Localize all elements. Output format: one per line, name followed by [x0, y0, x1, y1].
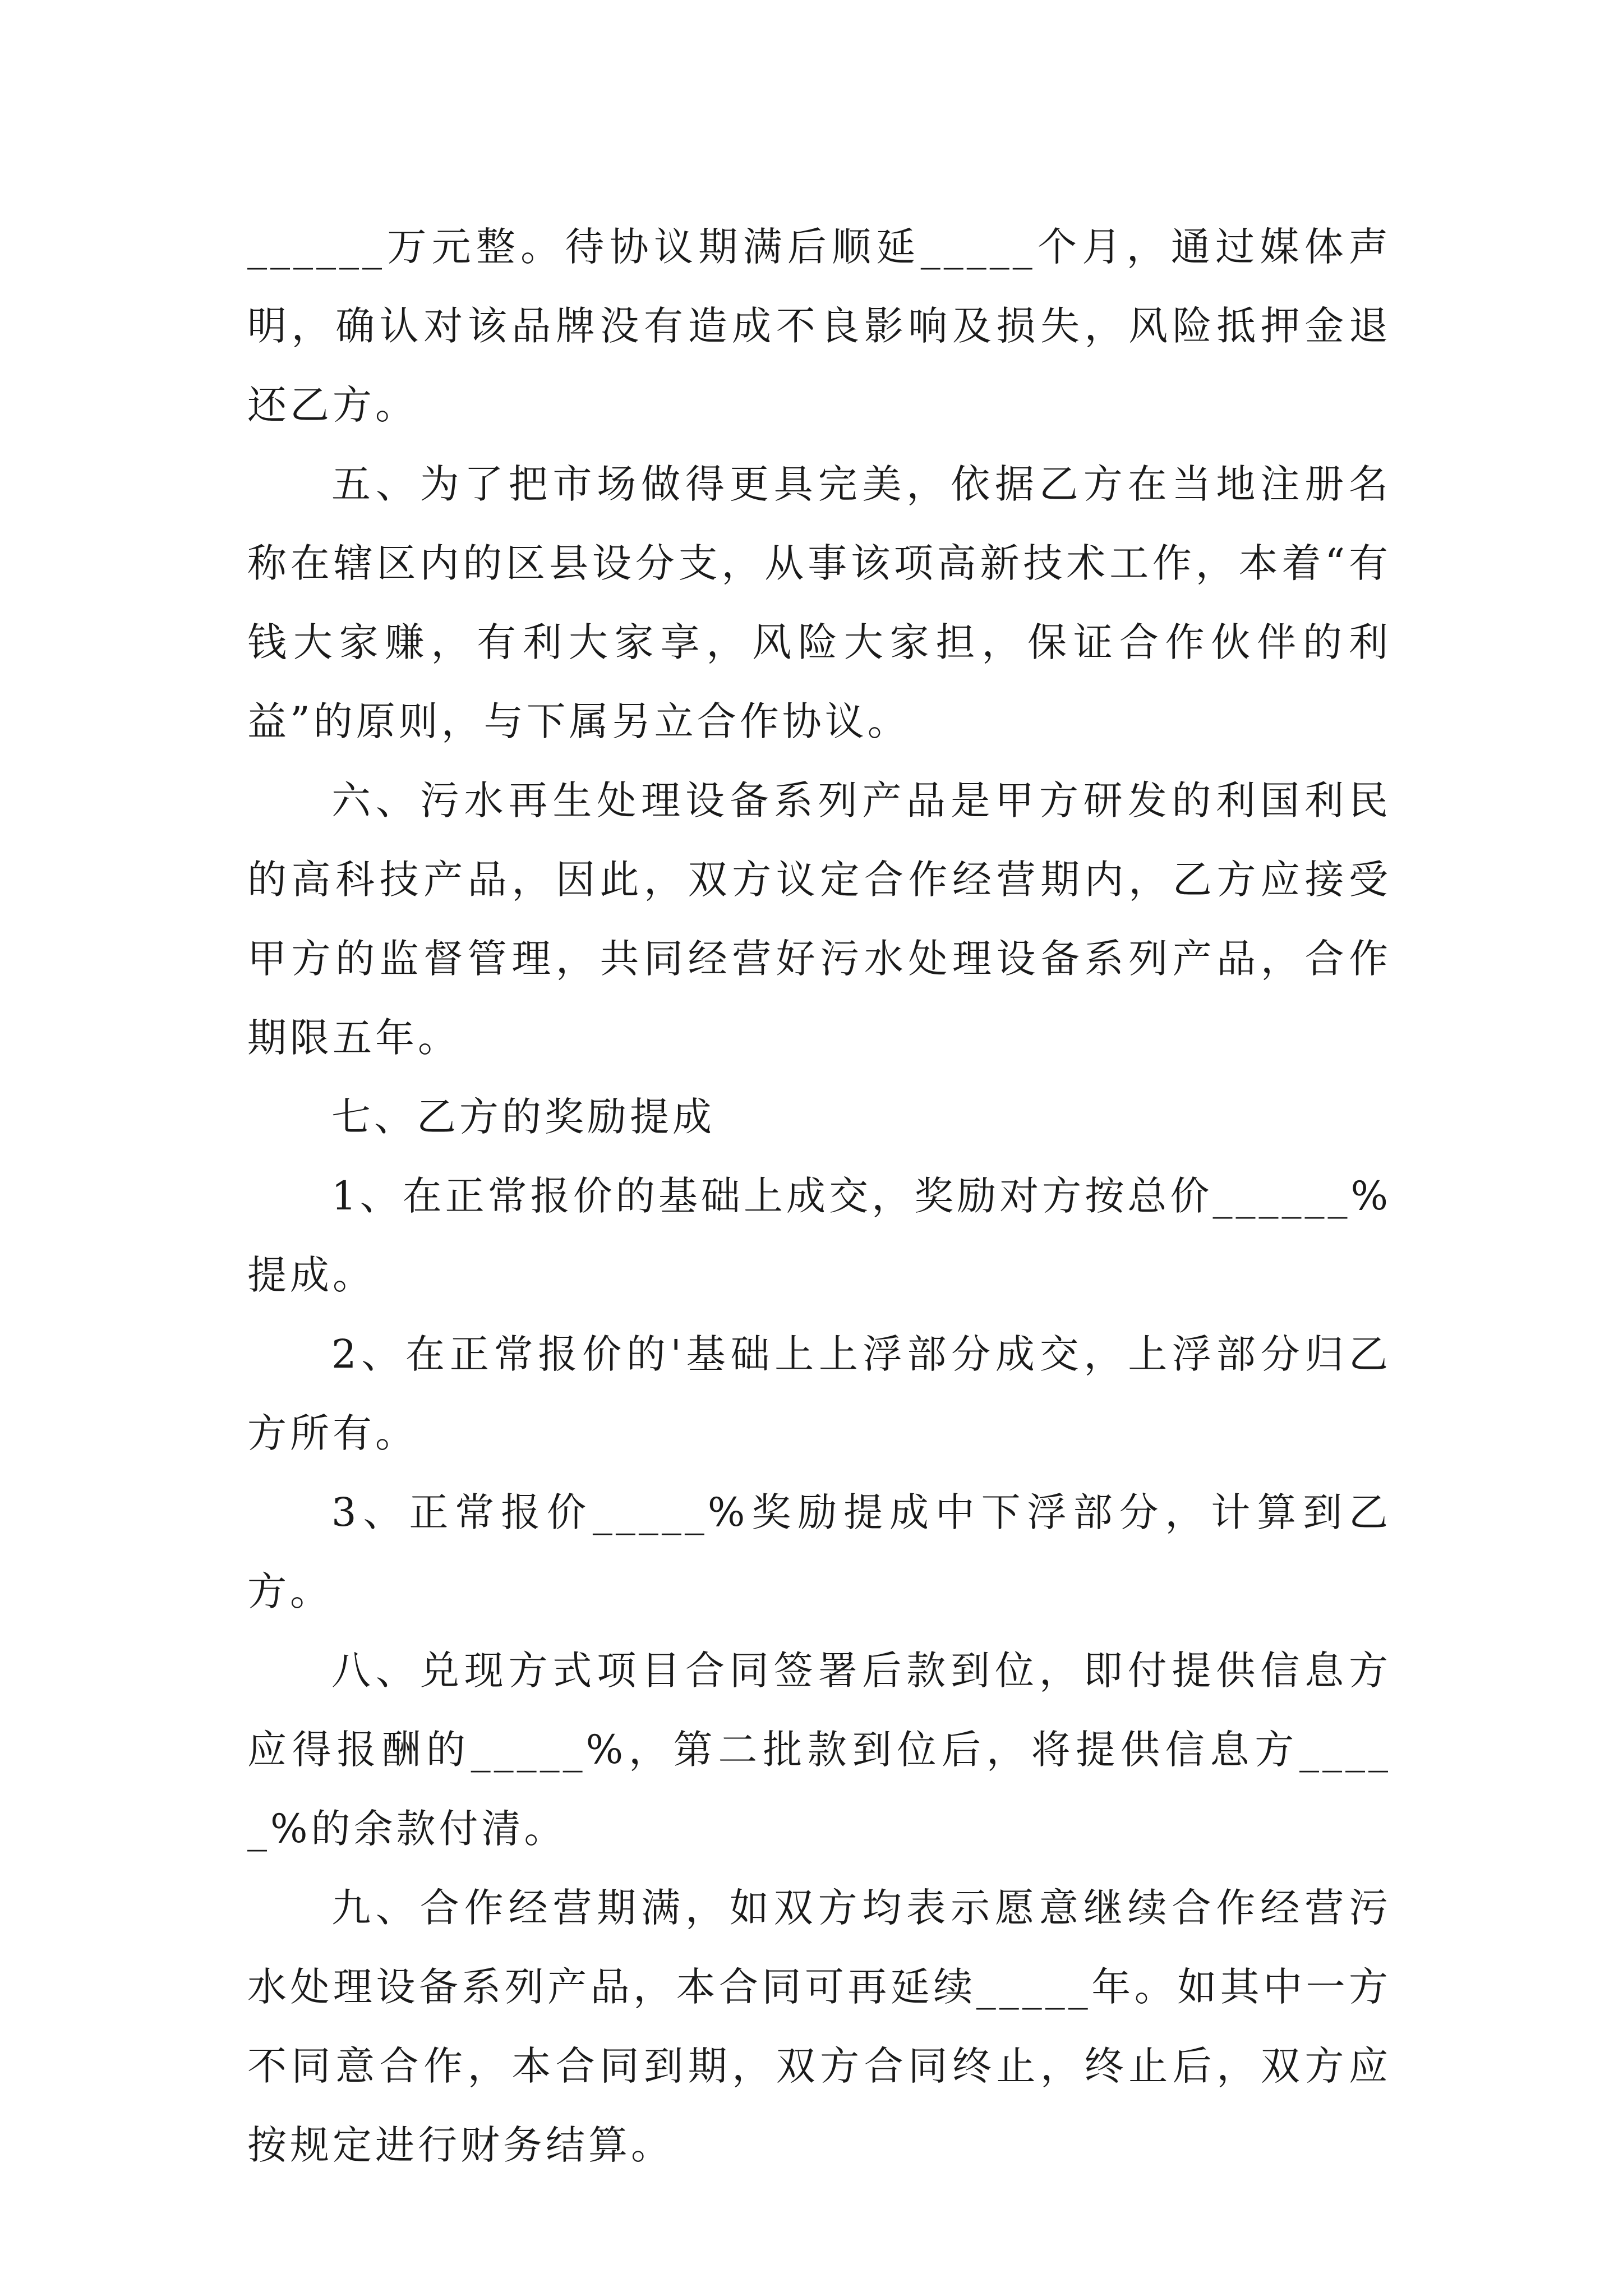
paragraph-clause-7-heading: 七、乙方的奖励提成 — [331, 1094, 715, 1140]
paragraph-clause-9: 九、合作经营期满，如双方均表示愿意继续合作经营污水处理设备系列产品，本合同可再延续_____年。如其中一方不同意合作，本合同到期，双方合同终止，终止后，双方应按规定进行财务结算。 — [247, 1885, 1391, 2168]
paragraph-clause-7-item-2: 2、在正常报价的'基础上上浮部分成交，上浮部分归乙方所有。 — [247, 1331, 1391, 1456]
paragraph-clause-7-item-3: 3、正常报价_____%奖励提成中下浮部分，计算到乙方。 — [247, 1489, 1391, 1614]
paragraph-clause-8: 八、兑现方式项目合同签署后款到位，即付提供信息方应得报酬的_____%，第二批款到位后，将提供信息方_____%的余款付清。 — [247, 1648, 1391, 1852]
paragraph-clause-5: 五、为了把市场做得更具完美，依据乙方在当地注册名称在辖区内的区县设分支，从事该项高新技术工作，本着“有钱大家赚，有利大家享，风险大家担，保证合作伙伴的利益”的原则，与下属另立合作协议。 — [247, 461, 1391, 744]
paragraph-continuation: ______万元整。待协议期满后顺延_____个月，通过媒体声明，确认对该品牌没有造成不良影响及损失，风险抵押金退还乙方。 — [247, 224, 1391, 428]
paragraph-clause-6: 六、污水再生处理设备系列产品是甲方研发的利国利民的高科技产品，因此，双方议定合作经营期内，乙方应接受甲方的监督管理，共同经营好污水处理设备系列产品，合作期限五年。 — [247, 777, 1391, 1061]
paragraph-clause-7-item-1: 1、在正常报价的基础上成交，奖励对方按总价______%提成。 — [247, 1173, 1391, 1298]
document-body — [247, 208, 1391, 2185]
